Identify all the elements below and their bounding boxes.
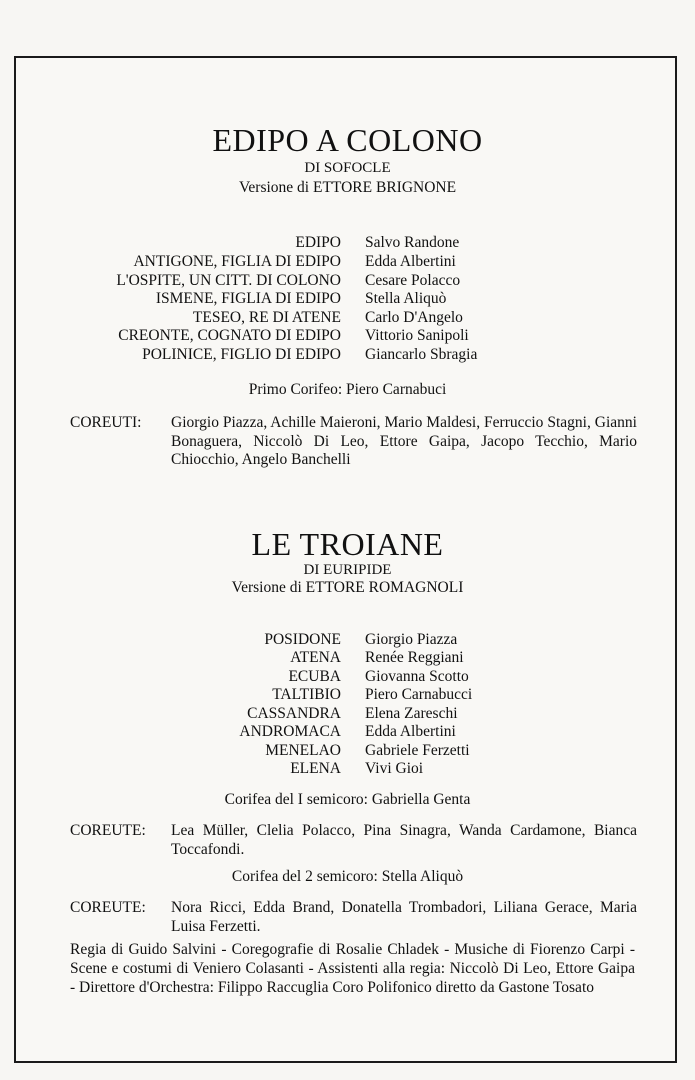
actor-name: Renée Reggiani [365, 649, 464, 666]
cast-row [0, 648, 695, 667]
actor-name: Vittorio Sanipoli [365, 327, 469, 344]
actor-name: Giorgio Piazza [365, 631, 458, 648]
play2-title: LE TROIANE [251, 526, 444, 562]
role-name: ECUBA [288, 668, 341, 685]
role-name: POSIDONE [264, 631, 341, 648]
cast-row [0, 722, 695, 741]
role-name: L'OSPITE, UN CITT. DI COLONO [116, 272, 341, 289]
role-name: MENELAO [265, 742, 341, 759]
coreute-block-2 [70, 899, 640, 939]
actor-name: Stella Aliquò [365, 290, 447, 307]
cast-row [0, 271, 695, 290]
role-name: POLINICE, FIGLIO DI EDIPO [142, 346, 341, 363]
role-name: ISMENE, FIGLIA DI EDIPO [155, 290, 341, 307]
primo-corifeo: Primo Corifeo: Piero Carnabuci [248, 381, 447, 398]
role-name: ATENA [290, 649, 341, 666]
cast-row [0, 741, 695, 760]
cast-row [0, 308, 695, 327]
role-name: ANTIGONE, FIGLIA DI EDIPO [133, 253, 341, 270]
role-name: CASSANDRA [247, 705, 341, 722]
play1-author: DI SOFOCLE [304, 160, 391, 176]
play2-author: DI EURIPIDE [303, 562, 392, 578]
actor-name: Elena Zareschi [365, 705, 458, 722]
coreuti-names: Giorgio Piazza, Achille Maieroni, Mario Maldesi, Ferruccio Stagni, Gianni Bonaguera, Niccolò Di Leo, Ettore Gaipa, Jacopo Tecchio, Mario Chiocchio, Angelo Banchelli [171, 414, 637, 468]
cast-row [0, 233, 695, 252]
cast-row [0, 630, 695, 649]
coreute-names: Lea Müller, Clelia Polacco, Pina Sinagra, Wanda Cardamone, Bianca Toccafondi. [171, 822, 637, 858]
actor-name: Giancarlo Sbragia [365, 346, 478, 363]
actor-name: Gabriele Ferzetti [365, 742, 470, 759]
cast-row [0, 345, 695, 364]
cast-row [0, 289, 695, 308]
role-name: ELENA [290, 760, 341, 777]
actor-name: Carlo D'Angelo [365, 309, 463, 326]
coreuti-label: COREUTI: [70, 414, 142, 431]
role-name: TESEO, RE DI ATENE [192, 309, 341, 326]
actor-name: Piero Carnabucci [365, 686, 473, 703]
actor-name: Edda Albertini [365, 253, 456, 270]
cast-row [0, 252, 695, 271]
actor-name: Vivi Gioi [365, 760, 424, 777]
corifea-semicoro-2: Corifea del 2 semicoro: Stella Aliquò [231, 868, 464, 885]
play1-title: EDIPO A COLONO [212, 122, 483, 158]
coreute-names: Nora Ricci, Edda Brand, Donatella Trombadori, Liliana Gerace, Maria Luisa Ferzetti. [171, 899, 637, 935]
play2-version: Versione di ETTORE ROMAGNOLI [231, 579, 464, 596]
production-credits: Regia di Guido Salvini - Coregografie di Rosalie Chladek - Musiche di Fiorenzo Carpi - Scene e costumi di Veniero Colasanti - Assistenti alla regia: Niccolò Di Leo, Ettore Gaipa - Direttore d'Orchestra: Filippo Raccuglia Coro Polifonico diretto da Gastone Tosato [70, 941, 635, 996]
coreute-label: COREUTE: [70, 899, 146, 916]
coreute-label: COREUTE: [70, 822, 146, 839]
actor-name: Giovanna Scotto [365, 668, 469, 685]
cast-row [0, 759, 695, 778]
cast-row [0, 685, 695, 704]
corifea-semicoro-1: Corifea del I semicoro: Gabriella Genta [224, 791, 471, 808]
play1-version: Versione di ETTORE BRIGNONE [238, 179, 457, 196]
coreute-block-1 [70, 822, 640, 862]
actor-name: Edda Albertini [365, 723, 456, 740]
actor-name: Cesare Polacco [365, 272, 461, 289]
role-name: ANDROMACA [239, 723, 341, 740]
role-name: TALTIBIO [272, 686, 341, 703]
cast-row [0, 704, 695, 723]
coreuti-block [70, 414, 640, 474]
cast-row [0, 667, 695, 686]
cast-row [0, 326, 695, 345]
role-name: EDIPO [295, 234, 341, 251]
actor-name: Salvo Randone [365, 234, 460, 251]
role-name: CREONTE, COGNATO DI EDIPO [118, 327, 341, 344]
